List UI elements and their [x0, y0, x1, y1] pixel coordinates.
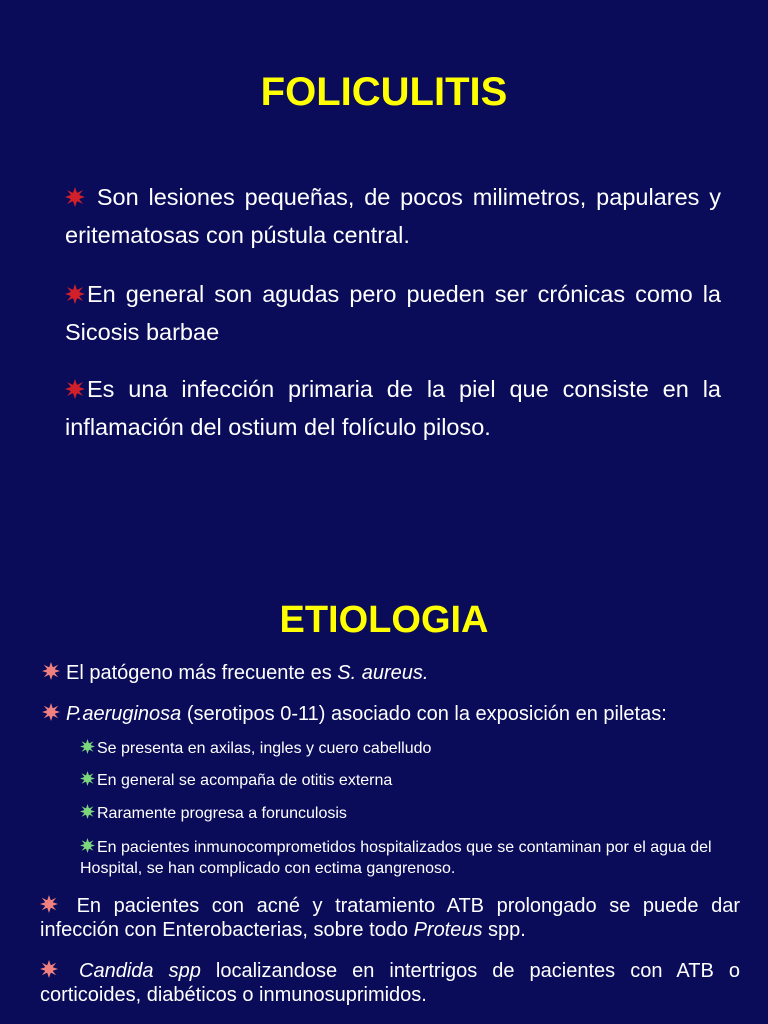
etiologia-subitem-3-text: Raramente progresa a forunculosis: [97, 805, 347, 822]
foliculitis-bullet-2: [65, 275, 721, 351]
green-starburst-icon: [80, 804, 95, 819]
green-starburst-icon: [80, 771, 95, 786]
foliculitis-bullet-3: [65, 370, 721, 446]
foliculitis-bullet-1: [65, 178, 721, 254]
pink-starburst-icon: [40, 960, 58, 978]
etiologia-item-1-italic: S. aureus.: [337, 662, 429, 684]
etiologia-item-1-text: El patógeno más frecuente es: [66, 662, 338, 684]
pink-starburst-icon: [40, 895, 58, 913]
etiologia-item-2-italic: P.aeruginosa: [66, 703, 182, 725]
etiologia-subitem-2: [80, 770, 720, 791]
etiologia-subitem-2-text: En general se acompaña de otitis externa: [97, 772, 393, 789]
slide-title-etiologia: ETIOLOGIA: [279, 599, 489, 641]
etiologia-subitem-1-text: Se presenta en axilas, ingles y cuero cabelludo: [97, 740, 432, 757]
etiologia-item-3: [40, 894, 740, 942]
etiologia-item-2: [42, 702, 732, 727]
red-starburst-icon: [65, 284, 85, 304]
etiologia-subitem-3: [80, 803, 720, 824]
foliculitis-bullet-2-text: En general son agudas pero pueden ser crónicas como la Sicosis barbae: [65, 281, 721, 345]
etiologia-item-4-space: [64, 960, 79, 982]
etiologia-subitem-4: [80, 837, 720, 879]
green-starburst-icon: [80, 739, 95, 754]
pink-starburst-icon: [42, 662, 60, 680]
green-starburst-icon: [80, 838, 95, 853]
slide-title-foliculitis: FOLICULITIS: [260, 70, 508, 114]
foliculitis-bullet-1-text: Son lesiones pequeñas, de pocos milimetros, papulares y eritematosas con pústula central.: [65, 184, 721, 248]
etiologia-item-4-italic: Candida spp: [79, 960, 201, 982]
etiologia-subitem-1: [80, 738, 720, 759]
foliculitis-bullet-3-text: Es una infección primaria de la piel que consiste en la inflamación del ostium del folículo piloso.: [65, 376, 721, 440]
red-starburst-icon: [65, 187, 85, 207]
etiologia-item-1: [42, 661, 732, 686]
etiologia-item-3-text: En pacientes con acné y tratamiento ATB prolongado se puede dar infección con Enterobacterias, sobre todo: [40, 895, 740, 941]
etiologia-item-2-text: (serotipos 0-11) asociado con la exposición en piletas:: [181, 703, 667, 725]
etiologia-item-4-text: localizandose en intertrigos de pacientes con ATB o corticoides, diabéticos o inmunosuprimidos.: [40, 960, 740, 1006]
etiologia-item-4: [40, 959, 740, 1007]
etiologia-item-3-italic: Proteus: [413, 919, 483, 941]
etiologia-subitem-4-text: En pacientes inmunocomprometidos hospitalizados que se contaminan por el agua del Hospital, se han complicado con ectima gangrenoso.: [80, 839, 712, 877]
red-starburst-icon: [65, 379, 85, 399]
pink-starburst-icon: [42, 703, 60, 721]
etiologia-item-3-suffix: spp.: [482, 919, 526, 941]
